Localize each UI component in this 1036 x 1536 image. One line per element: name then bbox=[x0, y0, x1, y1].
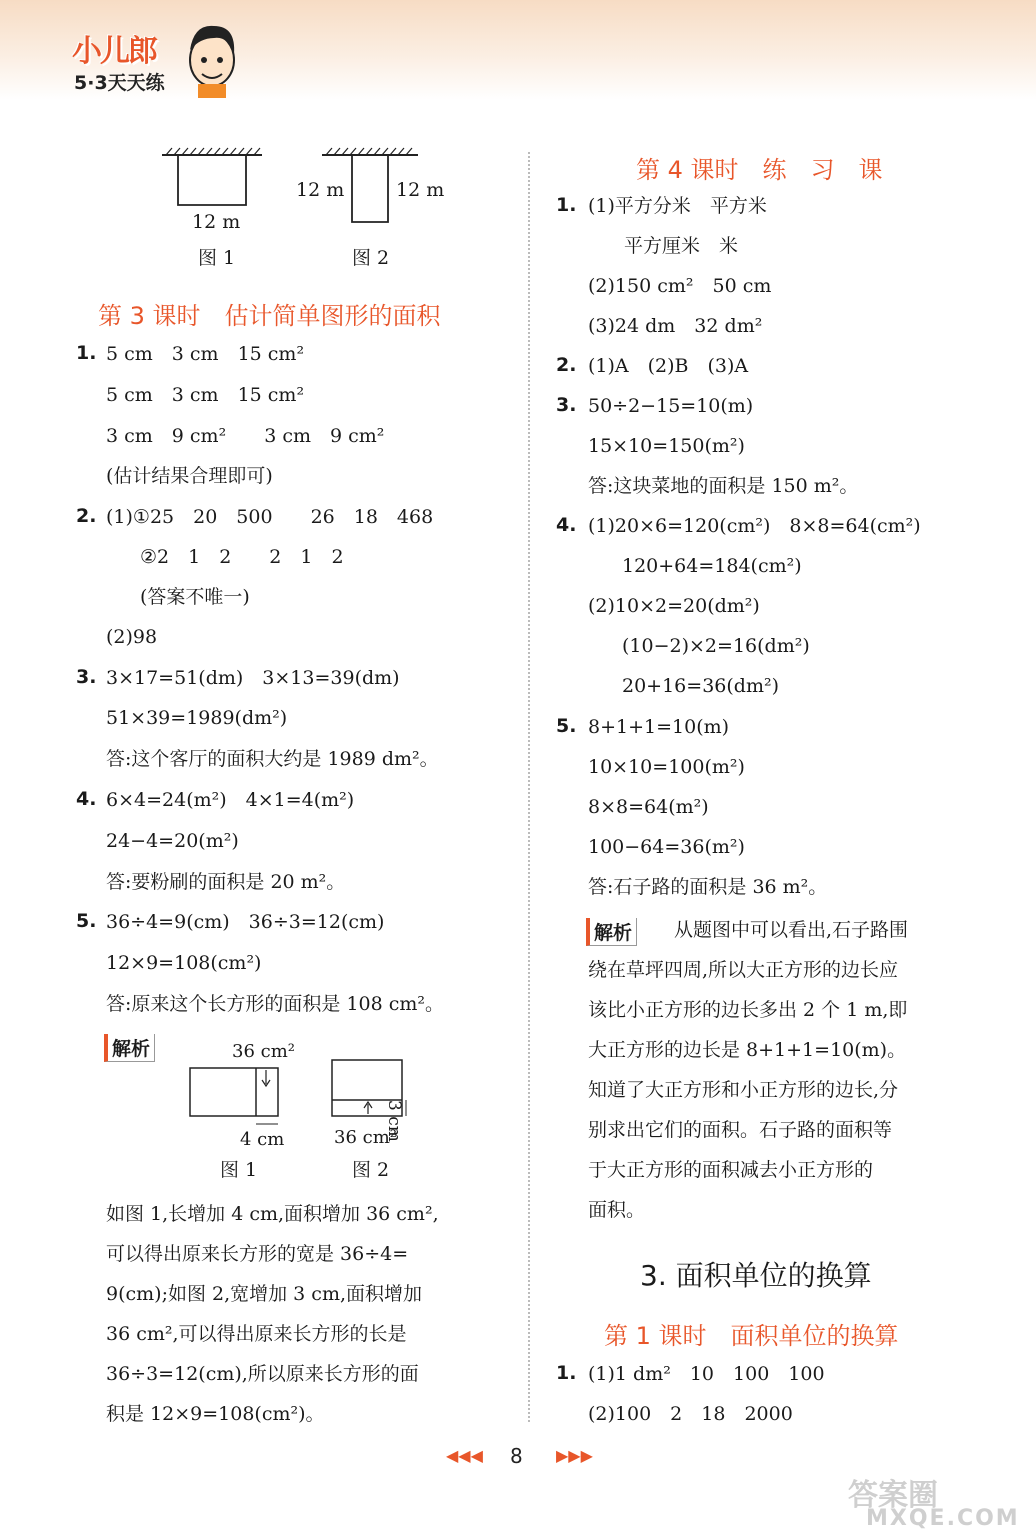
fig1-length-label: 12 m bbox=[192, 211, 241, 233]
answer-line: ②2 1 2 2 1 2 bbox=[140, 546, 344, 568]
column-divider bbox=[528, 152, 530, 1422]
next-page-icon[interactable]: ▶▶▶ bbox=[556, 1446, 593, 1465]
analysis-text: 可以得出原来长方形的宽是 36÷4= bbox=[106, 1243, 409, 1265]
fig2-caption: 图 2 bbox=[352, 247, 390, 269]
answer-line: (1)①25 20 500 26 18 468 bbox=[106, 506, 434, 528]
question-number: 3. bbox=[556, 394, 577, 416]
question-number: 5. bbox=[76, 910, 97, 932]
answer-line: (1)平方分米 平方米 bbox=[588, 195, 767, 217]
fig2-right-label: 12 m bbox=[396, 179, 445, 201]
analysis-label: 解析 bbox=[104, 1034, 155, 1062]
answer-line: 36÷4=9(cm) 36÷3=12(cm) bbox=[106, 911, 385, 933]
question-number: 4. bbox=[76, 788, 97, 810]
answer-line: 答:要粉刷的面积是 20 m²。 bbox=[106, 871, 346, 893]
fig1-caption: 图 1 bbox=[198, 247, 236, 269]
analysis-text: 36 cm²,可以得出原来长方形的长是 bbox=[106, 1323, 407, 1345]
question-number: 1. bbox=[556, 194, 577, 216]
fig2-left-label: 12 m bbox=[296, 179, 345, 201]
answer-line: 20+16=36(dm²) bbox=[622, 675, 779, 697]
lesson4-heading: 第 4 课时 练 习 课 bbox=[636, 156, 883, 184]
answer-line: 12×9=108(cm²) bbox=[106, 952, 262, 974]
analysis-text: 36÷3=12(cm),所以原来长方形的面 bbox=[106, 1363, 419, 1385]
fig-a-caption: 图 1 bbox=[220, 1159, 258, 1181]
question-number: 1. bbox=[556, 1362, 577, 1384]
answer-line: 8+1+1=10(m) bbox=[588, 716, 730, 738]
analysis-label: 解析 bbox=[586, 918, 637, 946]
answer-line: 3 cm 9 cm² 3 cm 9 cm² bbox=[106, 425, 385, 447]
answer-line: 平方厘米 米 bbox=[624, 235, 739, 257]
answer-line: 24−4=20(m²) bbox=[106, 830, 239, 852]
answer-line: 50÷2−15=10(m) bbox=[588, 395, 754, 417]
answer-line: (2)100 2 18 2000 bbox=[588, 1403, 793, 1425]
analysis-text: 9(cm);如图 2,宽增加 3 cm,面积增加 bbox=[106, 1283, 423, 1305]
analysis-text: 该比小正方形的边长多出 2 个 1 m,即 bbox=[588, 999, 908, 1021]
fig-a-bottom-label: 4 cm bbox=[240, 1129, 285, 1150]
answer-line: 答:这块菜地的面积是 150 m²。 bbox=[588, 475, 859, 497]
answer-line: (10−2)×2=16(dm²) bbox=[622, 635, 810, 657]
watermark-url: MXQE.COM bbox=[866, 1506, 1020, 1531]
fig-a-top-label: 36 cm² bbox=[232, 1041, 295, 1062]
fig-b-side-label: 3 cm bbox=[384, 1100, 404, 1142]
answer-line: (3)24 dm 32 dm² bbox=[588, 315, 763, 337]
answer-line: 100−64=36(m²) bbox=[588, 836, 745, 858]
answer-line: 10×10=100(m²) bbox=[588, 756, 745, 778]
brand-logo bbox=[66, 20, 236, 100]
answer-line: (估计结果合理即可) bbox=[106, 465, 273, 487]
analysis-text: 知道了大正方形和小正方形的边长,分 bbox=[588, 1079, 899, 1101]
question-number: 2. bbox=[76, 505, 97, 527]
analysis-text: 别求出它们的面积。石子路的面积等 bbox=[588, 1119, 893, 1141]
fig-b-caption: 图 2 bbox=[352, 1159, 390, 1181]
analysis-text: 大正方形的边长是 8+1+1=10(m)。 bbox=[588, 1039, 907, 1061]
answer-line: 5 cm 3 cm 15 cm² bbox=[106, 343, 305, 365]
question-number: 4. bbox=[556, 514, 577, 536]
answer-line: 15×10=150(m²) bbox=[588, 435, 745, 457]
unit-section-heading: 3. 面积单位的换算 bbox=[640, 1259, 872, 1292]
analysis-text: 如图 1,长增加 4 cm,面积增加 36 cm², bbox=[106, 1203, 439, 1225]
analysis-text: 从题图中可以看出,石子路围 bbox=[674, 919, 909, 941]
answer-line: 5 cm 3 cm 15 cm² bbox=[106, 384, 305, 406]
analysis-text: 于大正方形的面积减去小正方形的 bbox=[588, 1159, 874, 1181]
answer-line: 答:石子路的面积是 36 m²。 bbox=[588, 876, 828, 898]
answer-line: 51×39=1989(dm²) bbox=[106, 707, 288, 729]
answer-line: 答:这个客厅的面积大约是 1989 dm²。 bbox=[106, 748, 439, 770]
answer-line: 答:原来这个长方形的面积是 108 cm²。 bbox=[106, 993, 445, 1015]
question-number: 1. bbox=[76, 342, 97, 364]
lesson3-heading: 第 3 课时 估计简单图形的面积 bbox=[98, 302, 441, 330]
analysis-text: 面积。 bbox=[588, 1199, 646, 1221]
watermark-logo: 答案圈 bbox=[848, 1478, 938, 1513]
answer-line: 6×4=24(m²) 4×1=4(m²) bbox=[106, 789, 355, 811]
mascot-icon bbox=[184, 20, 240, 98]
answer-line: 8×8=64(m²) bbox=[588, 796, 709, 818]
answer-line: (1)20×6=120(cm²) 8×8=64(cm²) bbox=[588, 515, 921, 537]
brand-title: 小儿郎 bbox=[72, 34, 156, 69]
answer-line: (答案不唯一) bbox=[140, 586, 250, 608]
brand-subtitle: 5·3天天练 bbox=[74, 72, 165, 94]
answer-line: (2)98 bbox=[106, 626, 158, 648]
answer-line: (1)1 dm² 10 100 100 bbox=[588, 1363, 825, 1385]
answer-line: 3×17=51(dm) 3×13=39(dm) bbox=[106, 667, 400, 689]
analysis-text: 积是 12×9=108(cm²)。 bbox=[106, 1403, 325, 1425]
answer-line: (2)150 cm² 50 cm bbox=[588, 275, 772, 297]
fig-b-bottom-label: 36 cm² bbox=[334, 1127, 397, 1148]
question-number: 2. bbox=[556, 354, 577, 376]
answer-line: (2)10×2=20(dm²) bbox=[588, 595, 760, 617]
question-number: 5. bbox=[556, 715, 577, 737]
answer-line: 120+64=184(cm²) bbox=[622, 555, 802, 577]
answer-line: (1)A (2)B (3)A bbox=[588, 355, 749, 377]
prev-page-icon[interactable]: ◀◀◀ bbox=[446, 1446, 483, 1465]
analysis-text: 绕在草坪四周,所以大正方形的边长应 bbox=[588, 959, 899, 981]
page-number: 8 bbox=[510, 1444, 523, 1468]
question-number: 3. bbox=[76, 666, 97, 688]
lesson1-heading: 第 1 课时 面积单位的换算 bbox=[604, 1322, 899, 1350]
